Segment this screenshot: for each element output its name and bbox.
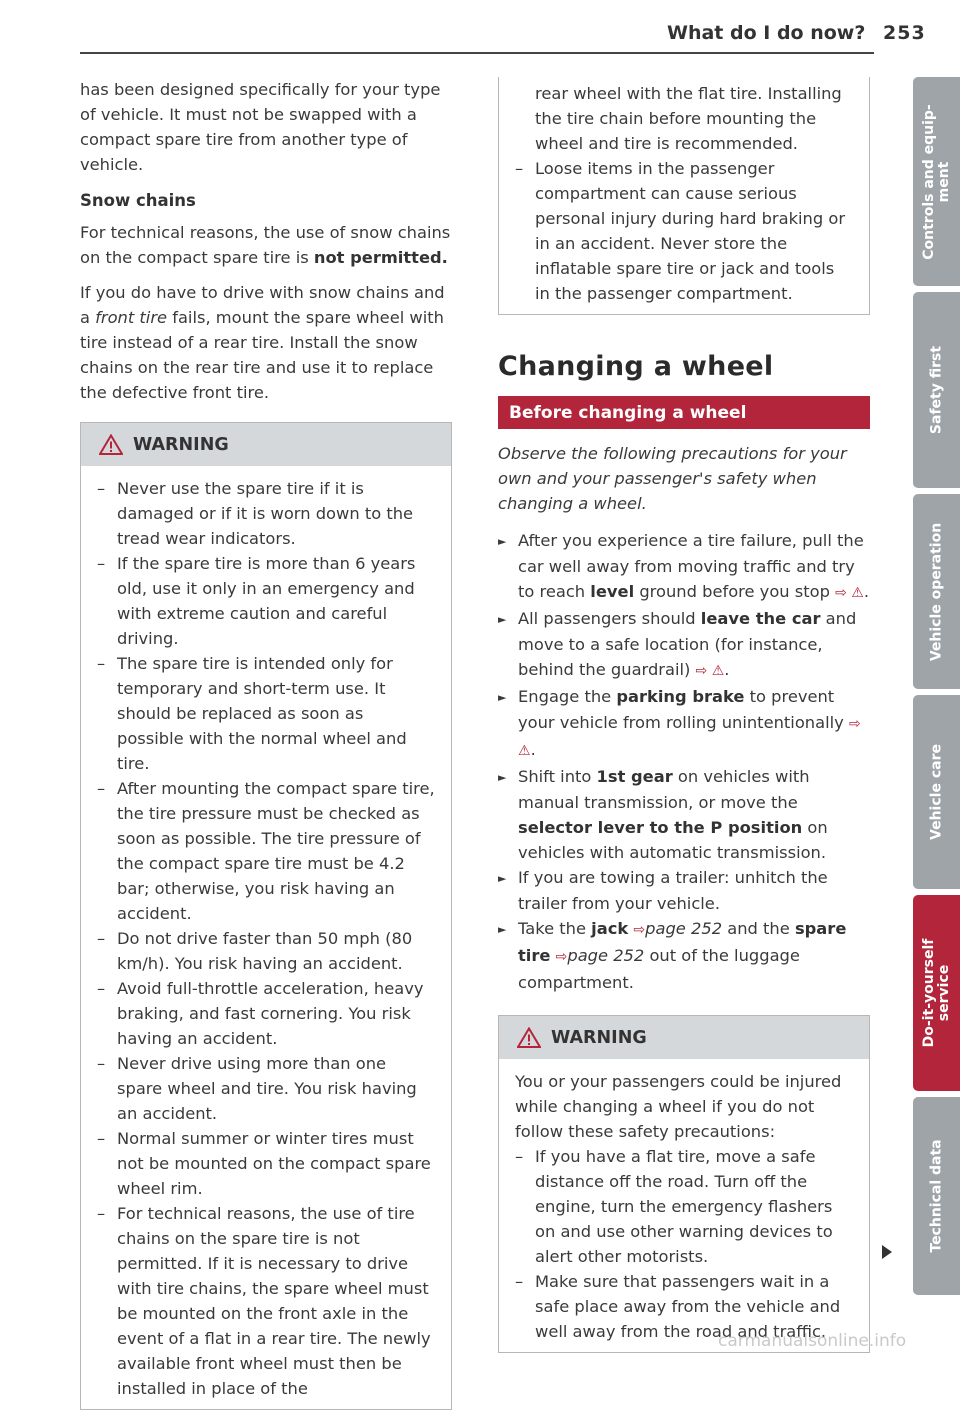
- text-run: If you are towing a trailer: unhitch the trailer from your vehicle.: [518, 868, 828, 913]
- warning-text: The spare tire is intended only for temporary and short-term use. It should be replaced as soon as possible with the normal wheel and tire.: [117, 654, 407, 773]
- text-run: and move to a safe location (for instance, behind the guardrail): [518, 609, 857, 679]
- side-tab-controls[interactable]: [913, 77, 960, 286]
- text-run: Shift into: [518, 767, 597, 786]
- warning-text: If the spare tire is more than 6 years old, use it only in an emergency and with extreme caution and careful driving.: [117, 554, 416, 648]
- header-rule: [80, 52, 874, 54]
- bold-run: 1st gear: [596, 767, 673, 786]
- warning-box: [80, 422, 452, 1410]
- warning-text: After mounting the compact spare tire, the tire pressure must be checked as soon as possible. The tire pressure of the compact spare tire must be 4.2 bar; otherwise, you risk having an accident.: [117, 779, 435, 923]
- text-run: For technical reasons, the use of snow chains on the compact spare tire is: [80, 223, 451, 267]
- running-header: What do I do now?: [667, 22, 866, 44]
- warning-reference-icon[interactable]: ⇨ ⚠: [518, 716, 861, 759]
- warning-text: Avoid full-throttle acceleration, heavy braking, and fast cornering. You risk having an accident.: [117, 979, 424, 1048]
- warning-list: [499, 77, 869, 314]
- warning-item: – The spare tire is intended only for temporary and short-term use. It should be replaced as soon as possible with the normal wheel and tire.: [97, 654, 407, 773]
- bold-run: spare tire: [518, 919, 847, 965]
- bold-run: not permitted.: [313, 248, 448, 267]
- snow-chains-paragraph-1: [80, 220, 452, 270]
- warning-text: Normal summer or winter tires must not be mounted on the compact spare wheel rim.: [117, 1129, 431, 1198]
- snow-chains-paragraph-2: [80, 280, 452, 405]
- text-run: ground before you stop: [634, 582, 836, 601]
- text-run: out of the luggage compartment.: [518, 946, 800, 992]
- warning-item: – Loose items in the passenger compartment can cause serious personal injury during hard braking or in an accident. Never store the inflatable spare tire or jack and tools in the passenger compartment.: [515, 159, 846, 303]
- warning-triangle-icon: [99, 434, 123, 455]
- warning-text: For technical reasons, the use of tire chains on the spare tire is not permitted. If it is necessary to drive with tire chains, the spare wheel must be mounted on the front axle in the event of a flat in a rear tire. The newly available front wheel must then be installed in place of the: [117, 1204, 431, 1398]
- step-item: ► After you experience a tire failure, pull the car well away from moving traffic and try to reach level ground before you stop ⇨ ⚠.: [498, 531, 870, 601]
- text-run: If you do have to drive with snow chains and a: [80, 283, 445, 327]
- text-run: fails, mount the spare wheel with tire instead of a rear tire. Install the snow chains on the rear tire and use it to replace the defective front tire.: [80, 308, 444, 402]
- warning-text: If you have a flat tire, move a safe distance off the road. Turn off the engine, turn the emergency flashers on and use other warning devices to alert other motorists.: [535, 1147, 833, 1266]
- warning-text: Do not drive faster than 50 mph (80 km/h). You risk having an accident.: [117, 929, 413, 973]
- page-reference-link[interactable]: ⇨page 252: [633, 919, 723, 938]
- warning-title: WARNING: [551, 1027, 647, 1048]
- side-tab-safety[interactable]: [913, 292, 960, 488]
- text-run: Take the: [518, 919, 592, 938]
- right-column: [498, 77, 870, 1353]
- spare-tire-paragraph: has been designed specifically for your type of vehicle. It must not be swapped with a compact spare tire from another type of vehicle.: [80, 80, 441, 174]
- bold-run: leave the car: [700, 609, 821, 628]
- side-tab-label: Controls and equip- ment: [920, 103, 952, 260]
- side-tab-label: Safety first: [928, 345, 944, 435]
- text-run: Engage the: [518, 687, 617, 706]
- text-run: All passengers should: [518, 609, 701, 628]
- warning-list: [499, 1059, 869, 1352]
- warning-item: – Normal summer or winter tires must not be mounted on the compact spare wheel rim.: [97, 1129, 431, 1198]
- section-title: Changing a wheel: [498, 351, 774, 382]
- page-number: 253: [883, 22, 926, 44]
- bold-run: selector lever to the P position: [518, 818, 803, 837]
- snow-chains-heading: Snow chains: [80, 191, 196, 210]
- side-tab-vehicle-care[interactable]: [913, 695, 960, 889]
- bold-run: jack: [591, 919, 629, 938]
- italic-run: front tire: [95, 308, 168, 327]
- warning-item: – Never drive using more than one spare wheel and tire. You risk having an accident.: [97, 1054, 417, 1123]
- page-reference-link[interactable]: ⇨page 252: [555, 946, 645, 965]
- side-tab-label: Technical data: [928, 1139, 944, 1253]
- left-column: [80, 77, 452, 1410]
- warning-triangle-icon: [517, 1027, 541, 1048]
- warning-item: – Do not drive faster than 50 mph (80 km/h). You risk having an accident.: [97, 929, 413, 973]
- warning-item: – After mounting the compact spare tire, the tire pressure must be checked as soon as possible. The tire pressure of the compact spare tire must be 4.2 bar; otherwise, you risk having an accident.: [97, 779, 435, 923]
- warning-box-2: [498, 1015, 870, 1353]
- warning-item: – If the spare tire is more than 6 years old, use it only in an emergency and with extreme caution and careful driving.: [97, 554, 416, 648]
- warning-text: Never drive using more than one spare wheel and tire. You risk having an accident.: [117, 1054, 417, 1123]
- continue-arrow-icon: [882, 1245, 892, 1259]
- step-item: ► Engage the parking brake to prevent your vehicle from rolling unintentionally ⇨ ⚠.: [498, 687, 861, 759]
- warning-text: Make sure that passengers wait in a safe place away from the vehicle and well away from the road and traffic.: [535, 1272, 841, 1341]
- step-item: ► Take the jack ⇨page 252 and the spare tire ⇨page 252 out of the luggage compartment.: [498, 919, 847, 992]
- warning-item: – If you have a flat tire, move a safe distance off the road. Turn off the engine, turn the emergency flashers on and use other warning devices to alert other motorists.: [515, 1147, 833, 1266]
- warning-box-continued: [498, 77, 870, 315]
- warning-reference-icon[interactable]: ⇨ ⚠: [835, 585, 864, 601]
- link-text[interactable]: page 252: [567, 946, 645, 965]
- step-item: ► If you are towing a trailer: unhitch the trailer from your vehicle.: [498, 868, 828, 913]
- side-tab-label: Do-it-yourself service: [920, 938, 952, 1048]
- warning-header: [499, 1016, 869, 1059]
- warning-text: Loose items in the passenger compartment can cause serious personal injury during hard braking or in an accident. Never store the inflatable spare tire or jack and tools in the passenger compartment.: [535, 159, 846, 303]
- warning-intro: You or your passengers could be injured while changing a wheel if you do not follow these safety precautions:: [515, 1072, 842, 1141]
- warning-continuation: rear wheel with the flat tire. Installing the tire chain before mounting the wheel and tire is recommended.: [535, 84, 842, 153]
- subsection-title: Before changing a wheel: [498, 396, 870, 429]
- side-tab-technical-data[interactable]: [913, 1097, 960, 1295]
- warning-item: – Make sure that passengers wait in a safe place away from the vehicle and well away from the road and traffic.: [515, 1272, 841, 1341]
- warning-item: – Never use the spare tire if it is damaged or if it is worn down to the tread wear indicators.: [97, 479, 414, 548]
- warning-text: Never use the spare tire if it is damaged or if it is worn down to the tread wear indicators.: [117, 479, 414, 548]
- warning-reference-icon[interactable]: ⇨ ⚠: [695, 663, 725, 679]
- step-item: ► Shift into 1st gear on vehicles with manual transmission, or move the selector lever to the P position on vehicles with automatic transmission.: [498, 767, 828, 862]
- warning-title: WARNING: [133, 434, 229, 455]
- side-tab-label: Vehicle operation: [928, 522, 944, 661]
- side-tab-vehicle-operation[interactable]: [913, 494, 960, 689]
- link-text[interactable]: page 252: [645, 919, 723, 938]
- warning-item: – For technical reasons, the use of tire chains on the spare tire is not permitted. If it is necessary to drive with tire chains, the spare wheel must be mounted on the front axle in the event of a flat in a rear tire. The newly available front wheel must then be installed in place of the: [97, 1204, 431, 1398]
- side-tab-do-it-yourself[interactable]: [913, 895, 960, 1091]
- bold-run: level: [590, 582, 635, 601]
- text-run: on vehicles with manual transmission, or move the: [518, 767, 810, 812]
- side-tab-label: Vehicle care: [928, 744, 944, 840]
- warning-list: [81, 466, 451, 1409]
- warning-header: [81, 423, 451, 466]
- step-item: ► All passengers should leave the car and move to a safe location (for instance, behind the guardrail) ⇨ ⚠.: [498, 609, 857, 679]
- text-run: and the: [722, 919, 795, 938]
- watermark: carmanualsonline.info: [718, 1331, 907, 1351]
- text-run: on vehicles with automatic transmission.: [518, 818, 828, 862]
- text-run: After you experience a tire failure, pull the car well away from moving traffic and try to reach: [518, 531, 864, 601]
- warning-item: – Avoid full-throttle acceleration, heavy braking, and fast cornering. You risk having an accident.: [97, 979, 424, 1048]
- bold-run: parking brake: [616, 687, 745, 706]
- text-run: to prevent your vehicle from rolling unintentionally: [518, 687, 849, 732]
- intro-paragraph: Observe the following precautions for your own and your passenger's safety when changing a wheel.: [498, 444, 847, 513]
